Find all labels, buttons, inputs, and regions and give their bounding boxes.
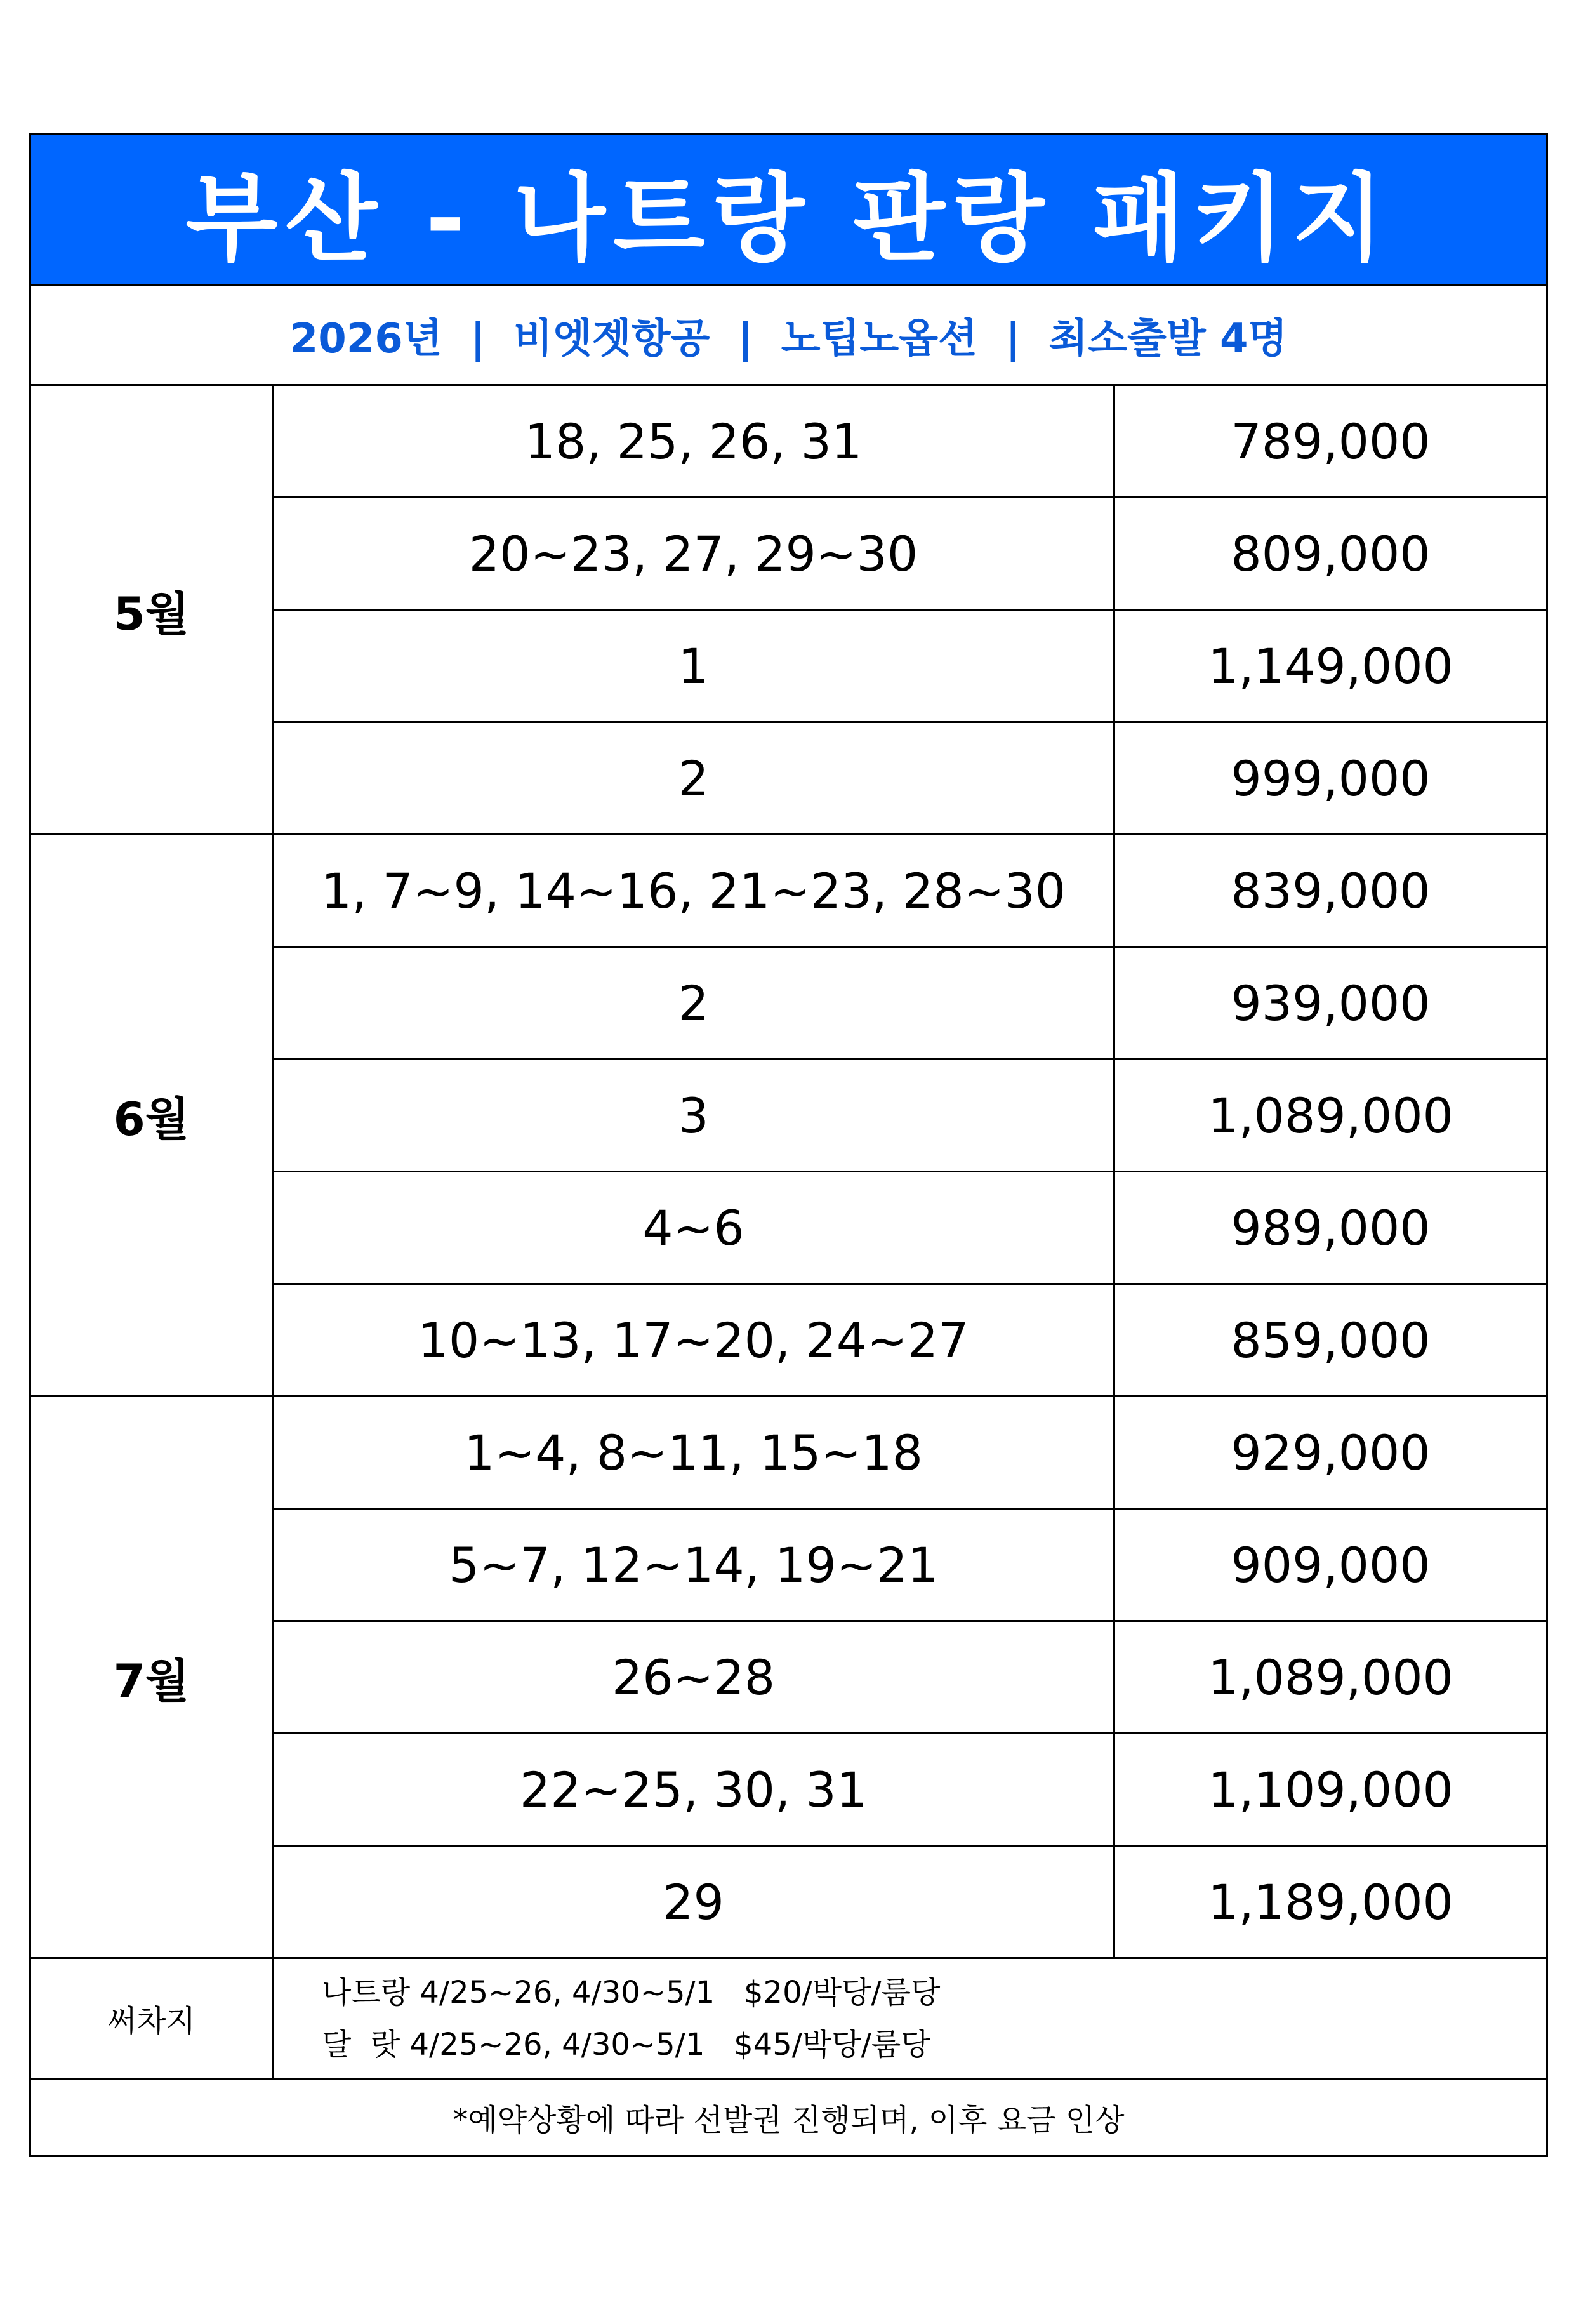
departure-dates: 29 xyxy=(273,1846,1114,1958)
departure-dates: 26~28 xyxy=(273,1621,1114,1734)
price-row xyxy=(30,1397,1547,1509)
price-table-body xyxy=(30,135,1547,2156)
surcharge-details xyxy=(273,1958,1547,2079)
price: 809,000 xyxy=(1114,498,1547,610)
footnote: *예약상황에 따라 선발권 진행되며, 이후 요금 인상 xyxy=(30,2079,1547,2156)
price: 909,000 xyxy=(1114,1509,1547,1621)
month-label: 5월 xyxy=(30,385,273,835)
surcharge-line: 나트랑 4/25~26, 4/30~5/1 $20/박당/룸당 xyxy=(322,1974,941,2010)
price: 839,000 xyxy=(1114,835,1547,947)
departure-dates: 1~4, 8~11, 15~18 xyxy=(273,1397,1114,1509)
footnote-row xyxy=(30,2079,1547,2156)
departure-dates: 3 xyxy=(273,1059,1114,1172)
title-row xyxy=(30,135,1547,286)
departure-dates: 4~6 xyxy=(273,1172,1114,1284)
price: 999,000 xyxy=(1114,722,1547,835)
departure-dates: 1, 7~9, 14~16, 21~23, 28~30 xyxy=(273,835,1114,947)
price: 1,089,000 xyxy=(1114,1059,1547,1172)
package-summary: 2026년 | 비엣젯항공 | 노팁노옵션 | 최소출발 4명 xyxy=(30,286,1547,385)
price: 989,000 xyxy=(1114,1172,1547,1284)
surcharge-row xyxy=(30,1958,1547,2079)
price-row xyxy=(30,385,1547,498)
price-table xyxy=(29,133,1548,2157)
price: 939,000 xyxy=(1114,947,1547,1059)
departure-dates: 20~23, 27, 29~30 xyxy=(273,498,1114,610)
price: 1,149,000 xyxy=(1114,610,1547,722)
departure-dates: 2 xyxy=(273,722,1114,835)
price: 1,189,000 xyxy=(1114,1846,1547,1958)
price-sheet xyxy=(29,133,1546,2157)
subheader-row xyxy=(30,286,1547,385)
month-label: 6월 xyxy=(30,835,273,1397)
month-label: 7월 xyxy=(30,1397,273,1958)
price-row xyxy=(30,835,1547,947)
departure-dates: 18, 25, 26, 31 xyxy=(273,385,1114,498)
surcharge-line: 달 랏 4/25~26, 4/30~5/1 $45/박당/룸당 xyxy=(322,2026,930,2062)
price: 789,000 xyxy=(1114,385,1547,498)
page-title: 부산 - 나트랑 판랑 패키지 xyxy=(30,135,1547,286)
departure-dates: 1 xyxy=(273,610,1114,722)
surcharge-label: 써차지 xyxy=(30,1958,273,2079)
price: 859,000 xyxy=(1114,1284,1547,1397)
departure-dates: 22~25, 30, 31 xyxy=(273,1734,1114,1846)
departure-dates: 2 xyxy=(273,947,1114,1059)
departure-dates: 5~7, 12~14, 19~21 xyxy=(273,1509,1114,1621)
departure-dates: 10~13, 17~20, 24~27 xyxy=(273,1284,1114,1397)
price: 1,109,000 xyxy=(1114,1734,1547,1846)
price: 929,000 xyxy=(1114,1397,1547,1509)
price: 1,089,000 xyxy=(1114,1621,1547,1734)
